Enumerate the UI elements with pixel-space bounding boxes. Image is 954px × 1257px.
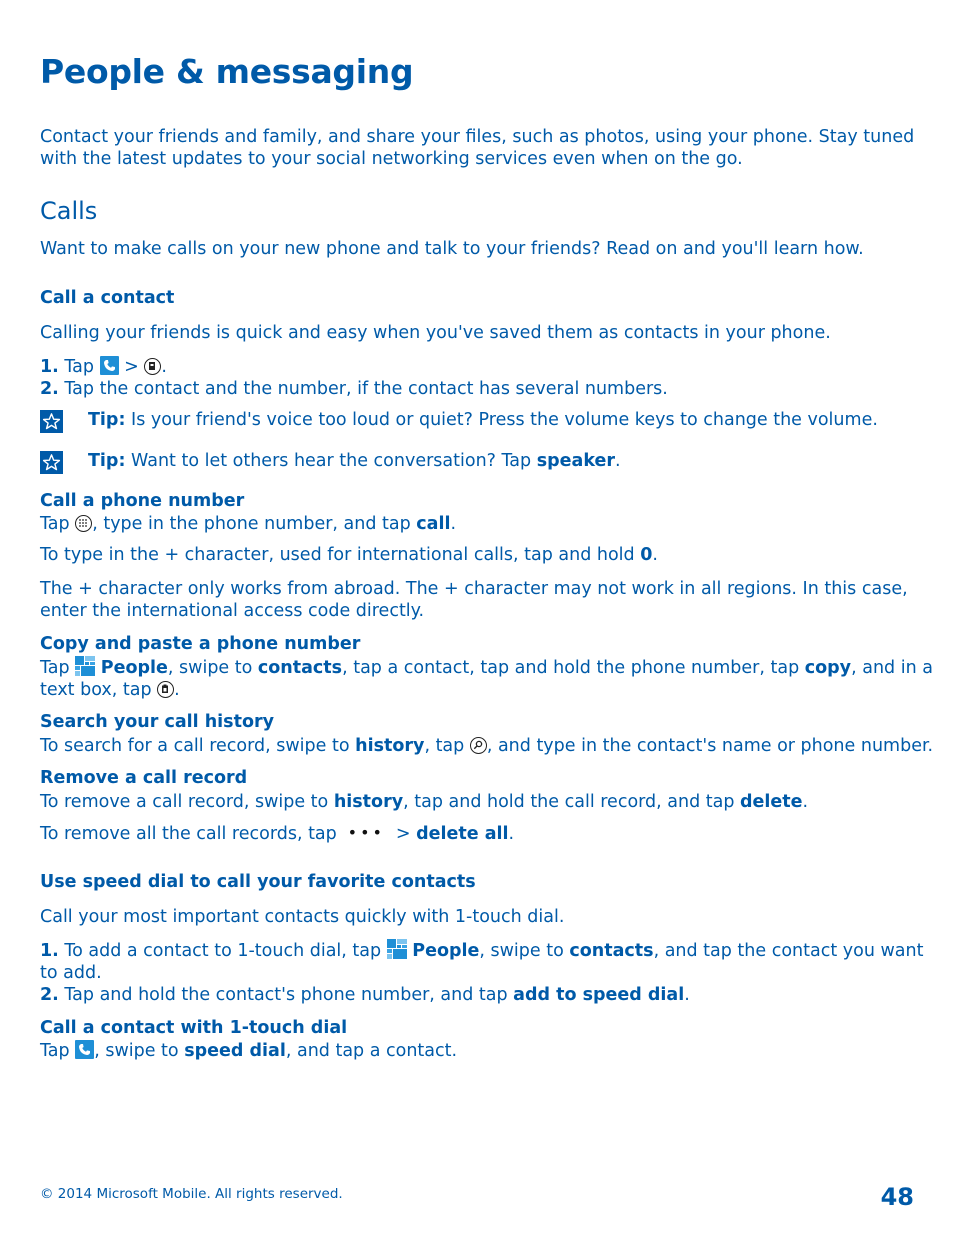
intro-paragraph: Contact your friends and family, and share your files, such as photos, using your phone. Stay tuned with the latest updates to your social networking services even when on the go.: [40, 127, 915, 169]
text: .: [508, 824, 515, 844]
copyright-footer: © 2014 Microsoft Mobile. All rights reserved.: [40, 1186, 343, 1202]
speed-dial-step-1: [40, 939, 923, 962]
people-keyword: People: [100, 658, 168, 678]
text: , and in a: [851, 658, 933, 678]
tip-text: Is your friend's voice too loud or quiet? Press the volume keys to change the volume.: [125, 410, 878, 430]
search-history-heading: Search your call history: [40, 712, 275, 732]
people-keyword: People: [412, 941, 480, 961]
call-contact-step-2: [40, 378, 668, 400]
delete-keyword: delete: [740, 792, 803, 812]
tip-label: Tip:: [88, 410, 126, 430]
speed-dial-step-2: [40, 984, 690, 1006]
search-circle-icon: [470, 737, 487, 754]
text: To remove a call record, swipe to: [40, 792, 334, 812]
contacts-keyword: contacts: [257, 658, 343, 678]
speed-dial-step-1-cont: to add.: [40, 963, 102, 983]
phone-tile-icon: [100, 356, 119, 375]
text: , type in the phone number, and tap: [92, 514, 417, 534]
text: , tap and hold the call record, and tap: [403, 792, 741, 812]
text: To type in the + character, used for international calls, tap and hold: [40, 545, 641, 565]
speed-dial-text: Call your most important contacts quickly with 1-touch dial.: [40, 907, 565, 927]
star-tip-icon: [40, 451, 63, 474]
people-tile-icon: [387, 939, 407, 959]
step-text: >: [118, 357, 145, 377]
text: Tap: [40, 514, 76, 534]
call-number-line-2: [40, 544, 658, 566]
text: To search for a call record, swipe to: [40, 736, 356, 756]
zero-keyword: 0: [640, 545, 653, 565]
step-text: , and tap the contact you want: [653, 941, 924, 961]
text: , and type in the contact's name or phone number.: [486, 736, 934, 756]
delete-all-keyword: delete all: [416, 824, 509, 844]
step-text: Tap: [58, 357, 100, 377]
one-touch-heading: Call a contact with 1-touch dial: [40, 1018, 348, 1038]
copy-keyword: copy: [804, 658, 852, 678]
text: , tap: [424, 736, 470, 756]
step-text: .: [684, 985, 690, 1005]
step-number: 2.: [40, 379, 59, 399]
text: , swipe to: [167, 658, 258, 678]
call-contact-heading: Call a contact: [40, 288, 175, 308]
step-text: Tap and hold the contact's phone number, and tap: [58, 985, 514, 1005]
speaker-keyword: speaker: [536, 451, 615, 471]
history-keyword: history: [333, 792, 404, 812]
calls-intro: Want to make calls on your new phone and talk to your friends? Read on and you'll learn how.: [40, 239, 864, 259]
text: , swipe to: [94, 1041, 185, 1061]
text: >: [390, 824, 417, 844]
step-text: To add a contact to 1-touch dial, tap: [58, 941, 387, 961]
remove-record-line-2: [40, 822, 514, 845]
step-number: 1.: [40, 357, 59, 377]
text: Tap: [40, 658, 76, 678]
remove-record-heading: Remove a call record: [40, 768, 248, 788]
step-text: , swipe to: [479, 941, 570, 961]
step-text: .: [161, 357, 167, 377]
one-touch-line: [40, 1040, 457, 1062]
text: , and tap a contact.: [285, 1041, 458, 1061]
speed-dial-heading: Use speed dial to call your favorite contacts: [40, 872, 476, 892]
text: .: [450, 514, 457, 534]
text: text box, tap: [40, 680, 158, 700]
paste-circle-icon: [157, 681, 174, 698]
contacts-keyword: contacts: [569, 941, 654, 961]
tip-label: Tip:: [88, 451, 126, 471]
call-keyword: call: [416, 514, 451, 534]
text: , tap a contact, tap and hold the phone number, tap: [342, 658, 805, 678]
text: .: [802, 792, 809, 812]
call-number-line-1: [40, 513, 456, 535]
call-number-line-3: The + character only works from abroad. The + character may not work in all regions. In this case, enter the international access code directly.: [40, 579, 908, 621]
tip-text: .: [615, 451, 621, 471]
step-text: Tap the contact and the number, if the contact has several numbers.: [58, 379, 668, 399]
step-number: 2.: [40, 985, 59, 1005]
contacts-circle-icon: [144, 358, 161, 375]
text: To remove all the call records, tap: [40, 824, 343, 844]
calls-heading: Calls: [40, 197, 98, 225]
search-history-line: [40, 735, 933, 757]
copy-paste-line-1: [40, 656, 933, 679]
step-number: 1.: [40, 941, 59, 961]
tip-volume: [88, 409, 878, 431]
call-number-heading: Call a phone number: [40, 491, 245, 511]
star-tip-icon: [40, 410, 63, 433]
tip-speaker: [88, 450, 621, 472]
page-number: 48: [880, 1183, 914, 1211]
copy-paste-heading: Copy and paste a phone number: [40, 634, 361, 654]
call-contact-text: Calling your friends is quick and easy when you've saved them as contacts in your phone.: [40, 323, 831, 343]
add-to-speed-dial-keyword: add to speed dial: [513, 985, 685, 1005]
remove-record-line-1: [40, 791, 808, 813]
copy-paste-line-2: [40, 679, 180, 701]
text: .: [174, 680, 180, 700]
call-contact-step-1: [40, 356, 167, 378]
speed-dial-keyword: speed dial: [184, 1041, 286, 1061]
keypad-circle-icon: [75, 515, 92, 532]
tip-text: Want to let others hear the conversation? Tap: [125, 451, 537, 471]
text: .: [652, 545, 658, 565]
more-dots-icon: •••: [347, 823, 385, 842]
page-title: People & messaging: [40, 52, 414, 91]
history-keyword: history: [355, 736, 425, 756]
phone-tile-icon: [75, 1040, 94, 1059]
people-tile-icon: [75, 656, 95, 676]
text: Tap: [40, 1041, 76, 1061]
